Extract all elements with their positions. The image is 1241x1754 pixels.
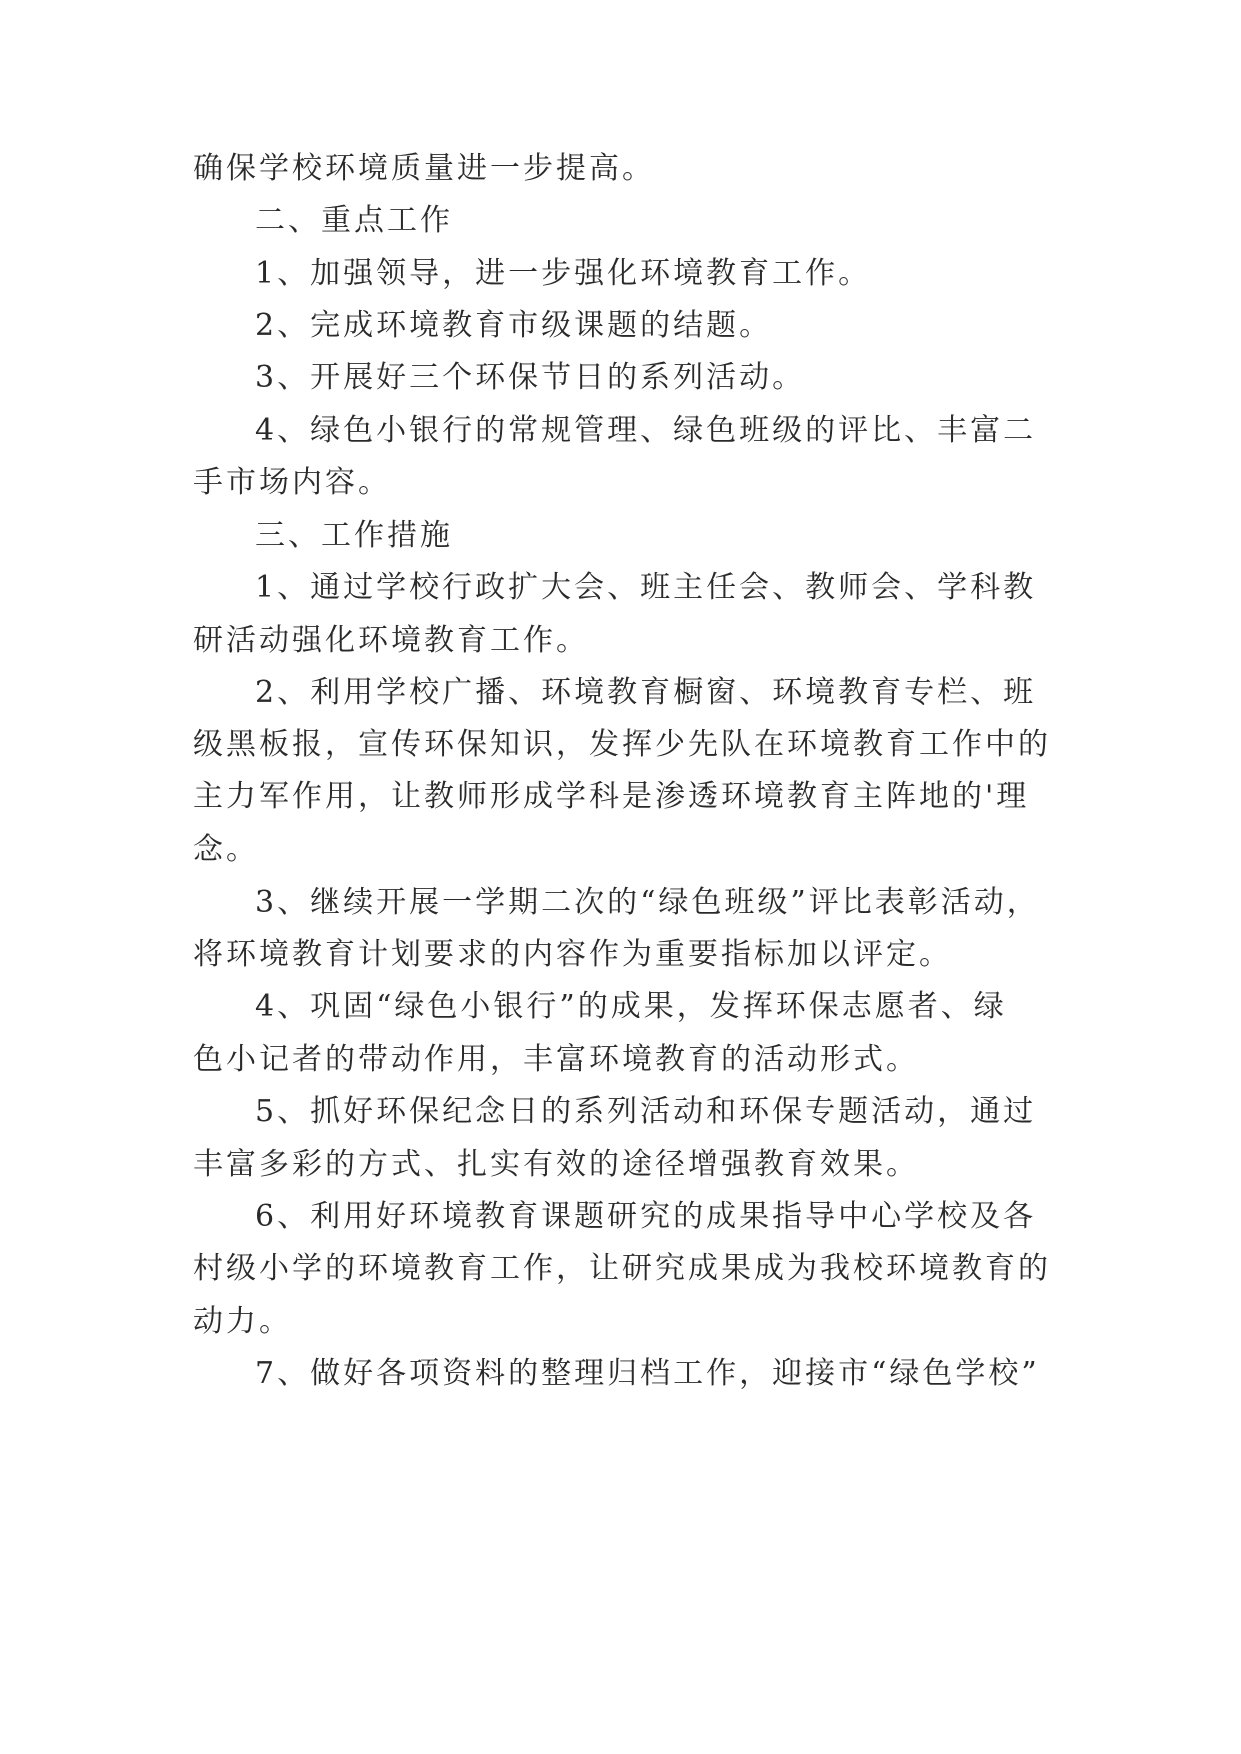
section-heading: 二、重点工作 <box>255 203 453 238</box>
text-line: 主力军作用，让教师形成学科是渗透环境教育主阵地的'理 <box>193 779 1030 814</box>
text-line: 级黑板报，宣传环保知识，发挥少先队在环境教育工作中的 <box>193 727 1051 762</box>
text-line: 丰富多彩的方式、扎实有效的途径增强教育效果。 <box>193 1147 919 1182</box>
text-line: 念。 <box>193 832 259 867</box>
text-line: 研活动强化环境教育工作。 <box>193 623 589 658</box>
text-line: 4、绿色小银行的常规管理、绿色班级的评比、丰富二 <box>255 413 1037 448</box>
text-line: 5、抓好环保纪念日的系列活动和环保专题活动，通过 <box>255 1094 1037 1129</box>
text-line: 动力。 <box>193 1304 292 1339</box>
text-line: 村级小学的环境教育工作，让研究成果成为我校环境教育的 <box>193 1251 1051 1286</box>
text-line: 2、完成环境教育市级课题的结题。 <box>255 308 773 343</box>
text-line: 2、利用学校广播、环境教育橱窗、环境教育专栏、班 <box>255 675 1037 710</box>
text-line: 手市场内容。 <box>193 465 391 500</box>
text-line: 1、通过学校行政扩大会、班主任会、教师会、学科教 <box>255 570 1037 605</box>
text-line: 将环境教育计划要求的内容作为重要指标加以评定。 <box>193 937 952 972</box>
text-line: 确保学校环境质量进一步提高。 <box>193 151 655 186</box>
section-heading: 三、工作措施 <box>255 518 453 553</box>
text-line: 7、做好各项资料的整理归档工作，迎接市“绿色学校” <box>255 1356 1040 1391</box>
text-line: 1、加强领导，进一步强化环境教育工作。 <box>255 256 872 291</box>
text-line: 3、继续开展一学期二次的“绿色班级”评比表彰活动， <box>255 885 1040 920</box>
text-line: 6、利用好环境教育课题研究的成果指导中心学校及各 <box>255 1199 1037 1234</box>
text-line: 3、开展好三个环保节日的系列活动。 <box>255 360 806 395</box>
text-line: 4、巩固“绿色小银行”的成果，发挥环保志愿者、绿 <box>255 989 1007 1024</box>
text-line: 色小记者的带动作用，丰富环境教育的活动形式。 <box>193 1042 919 1077</box>
